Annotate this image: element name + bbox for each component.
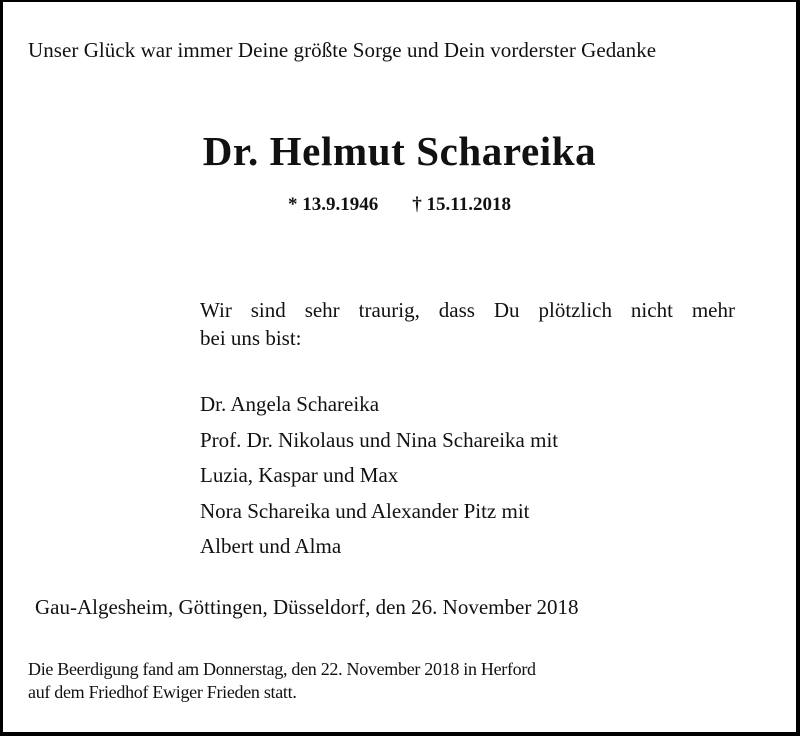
mourner-entry: Dr. Angela Schareika	[200, 392, 380, 416]
death-date: 15.11.2018	[426, 194, 511, 215]
mourner-entry: Prof. Dr. Nikolaus und Nina Schareika mit	[200, 427, 559, 452]
death-cross-icon: †	[412, 194, 422, 215]
mourner-entry: Nora Schareika und Alexander Pitz mit	[200, 498, 530, 523]
deceased-name: Dr. Helmut Schareika	[202, 128, 597, 174]
mourner-entry: Albert und Alma	[200, 534, 342, 558]
funeral-line-1: Die Beerdigung fand am Donnerstag, den 22. November 2018 in Herford	[28, 659, 536, 679]
funeral-line-2: auf dem Friedhof Ewiger Frieden statt.	[28, 682, 297, 702]
birth-date: 13.9.1946	[302, 194, 379, 215]
motto-text: Unser Glück war immer Deine größte Sorge und Dein vorderster Gedanke	[28, 38, 657, 62]
mourners-list	[200, 387, 558, 565]
life-dates	[3, 194, 796, 216]
place-and-date: Gau-Algesheim, Göttingen, Düsseldorf, den 26. November 2018	[35, 595, 579, 619]
intro-line-1: Wir sind sehr traurig, dass Du plötzlich nicht mehr	[200, 298, 735, 322]
birth-star-icon: *	[288, 194, 298, 215]
mourner-entry: Luzia, Kaspar und Max	[200, 463, 399, 487]
intro-text	[200, 296, 735, 352]
funeral-info	[28, 658, 536, 704]
intro-line-2: bei uns bist:	[200, 326, 302, 350]
